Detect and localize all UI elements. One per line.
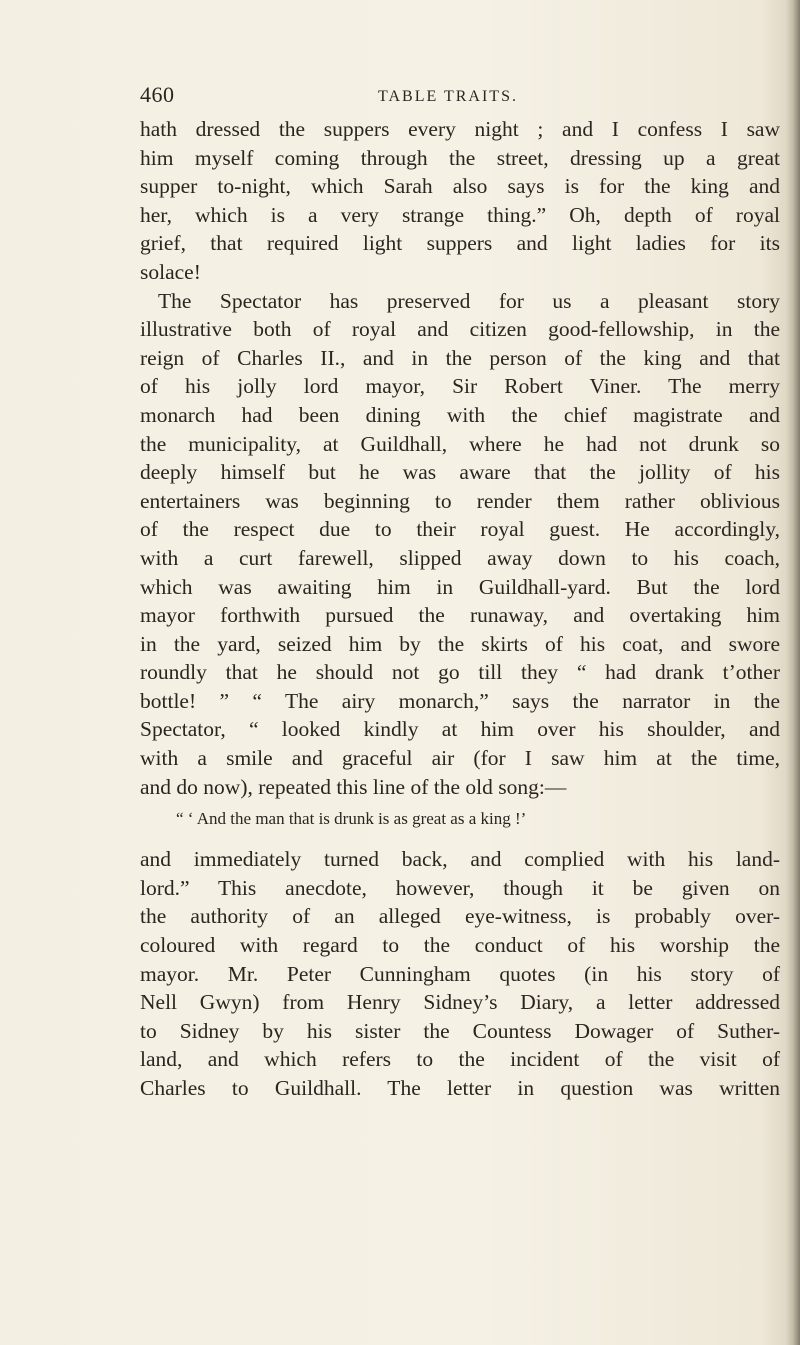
text-line: illustrative both of royal and citizen good-fellowship, in the xyxy=(140,317,780,342)
text-line: to Sidney by his sister the Countess Dowager of Suther- xyxy=(140,1018,780,1043)
text-line: which was awaiting him in Guildhall-yard. But the lord xyxy=(140,574,780,599)
text-line: hath dressed the suppers every night ; and I confess I saw xyxy=(140,117,780,141)
text-line: land, and which refers to the incident of the visit of xyxy=(140,1047,780,1072)
verse-quote: “ ‘ And the man that is drunk is as great as a king !’ xyxy=(176,809,527,829)
text-line: The Spectator has preserved for us a pleasant story xyxy=(158,288,780,313)
text-line: the municipality, at Guildhall, where he had not drunk so xyxy=(140,431,780,456)
text-line: in the yard, seized him by the skirts of his coat, and swore xyxy=(140,631,780,656)
text-line: mayor forthwith pursued the runaway, and overtaking him xyxy=(140,603,780,628)
text-line: him myself coming through the street, dressing up a great xyxy=(140,145,780,170)
running-title: TABLE TRAITS. xyxy=(378,88,518,105)
text-line: Nell Gwyn) from Henry Sidney’s Diary, a letter addressed xyxy=(140,990,780,1015)
text-line: and do now), repeated this line of the old song:— xyxy=(140,774,567,799)
text-line: mayor. Mr. Peter Cunningham quotes (in his story of xyxy=(140,961,780,986)
text-line: with a smile and graceful air (for I saw him at the time, xyxy=(140,746,780,771)
text-line: monarch had been dining with the chief magistrate and xyxy=(140,402,780,427)
text-line: Spectator, “ looked kindly at him over his shoulder, and xyxy=(140,717,780,742)
text-line: coloured with regard to the conduct of his worship the xyxy=(140,933,780,958)
text-line: of the respect due to their royal guest. He accordingly, xyxy=(140,517,780,542)
text-line: and immediately turned back, and complied with his land- xyxy=(140,847,780,872)
text-line: the authority of an alleged eye-witness, is probably over- xyxy=(140,904,780,929)
text-line: entertainers was beginning to render them rather oblivious xyxy=(140,488,780,513)
text-line: grief, that required light suppers and light ladies for its xyxy=(140,231,780,256)
page-edge-shadow xyxy=(786,0,800,1345)
text-line: reign of Charles II., and in the person of the king and that xyxy=(140,345,780,370)
body-text xyxy=(140,115,780,1103)
text-line: with a curt farewell, slipped away down to his coach, xyxy=(140,545,780,570)
text-line: bottle! ” “ The airy monarch,” says the narrator in the xyxy=(140,688,780,713)
text-line: lord.” This anecdote, however, though it be given on xyxy=(140,875,780,900)
text-line: deeply himself but he was aware that the jollity of his xyxy=(140,460,780,485)
page-header xyxy=(140,82,780,112)
text-line: Charles to Guildhall. The letter in question was written xyxy=(140,1076,780,1100)
page-number: 460 xyxy=(140,82,175,107)
text-line: roundly that he should not go till they “ had drank t’other xyxy=(140,660,780,685)
text-line: solace! xyxy=(140,259,201,284)
text-line: supper to-night, which Sarah also says is for the king and xyxy=(140,174,780,199)
text-line: her, which is a very strange thing.” Oh, depth of royal xyxy=(140,202,780,227)
text-line: of his jolly lord mayor, Sir Robert Viner. The merry xyxy=(140,374,780,399)
